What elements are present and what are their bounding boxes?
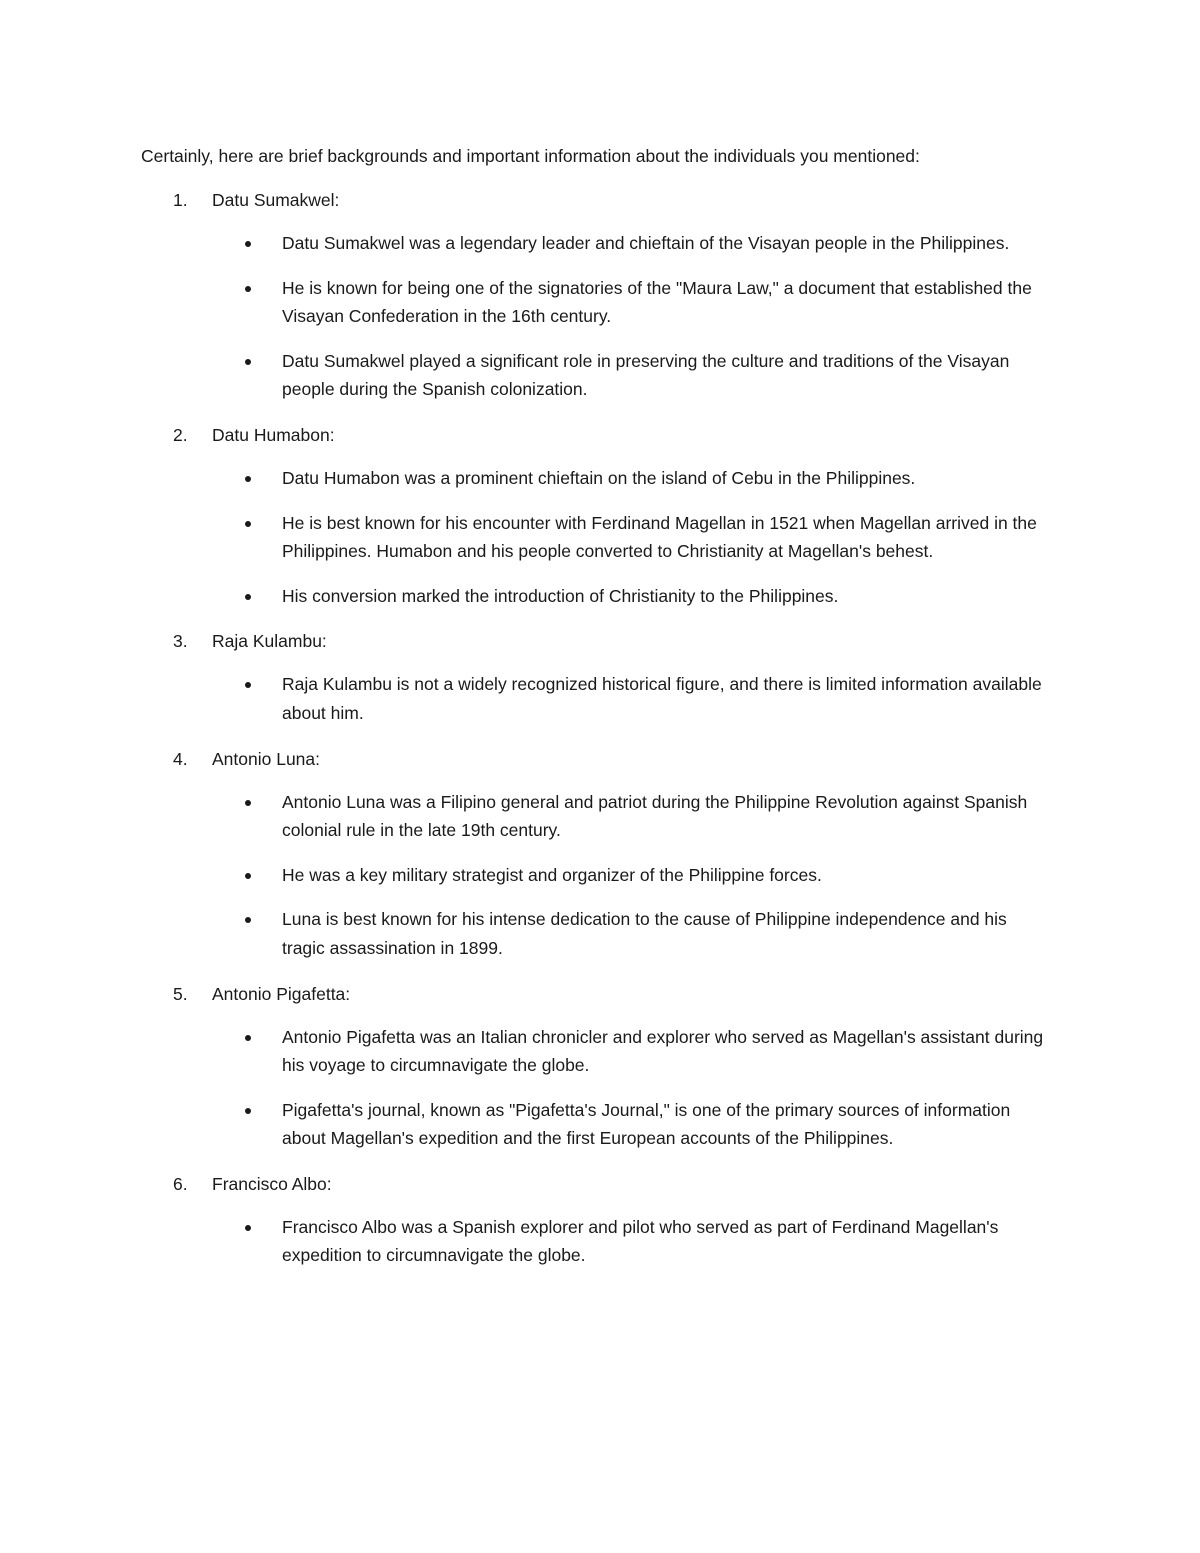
bullet-item [0,229,1200,258]
person-name: Antonio Pigafetta: [212,983,351,1004]
numbered-list [0,186,1200,1287]
person-name: Datu Humabon: [212,424,335,445]
person-name: Francisco Albo: [212,1173,332,1194]
list-item [0,745,1200,963]
bullet-text: Datu Sumakwel played a significant role in preserving the culture and traditions of the Visayan people during the Spanish colonization. [282,350,1010,400]
bullet-text: Pigafetta's journal, known as "Pigafetta's Journal," is one of the primary sources of information about Magellan's expedition and the first European accounts of the Philippines. [282,1099,1011,1149]
list-item [0,980,1200,1153]
bullet-text: Francisco Albo was a Spanish explorer and pilot who served as part of Ferdinand Magellan's expedition to circumnavigate the globe. [282,1216,999,1266]
bullet-text: Antonio Pigafetta was an Italian chronicler and explorer who served as Magellan's assistant during his voyage to circumnavigate the globe. [282,1026,1044,1076]
bullet-list [0,788,1200,963]
bullet-text: Raja Kulambu is not a widely recognized historical figure, and there is limited information available about him. [282,674,1042,723]
list-item-heading [0,421,1200,449]
bullet-dot-icon [245,359,251,365]
bullet-dot-icon [245,873,251,879]
list-item-heading [0,186,1200,214]
bullet-item [0,788,1200,845]
list-item [0,186,1200,404]
person-name: Raja Kulambu: [212,631,327,652]
bullet-list [0,670,1200,727]
bullet-text: Luna is best known for his intense dedication to the cause of Philippine independence and his tragic assassination in 1899. [282,909,1007,958]
bullet-text: Antonio Luna was a Filipino general and patriot during the Philippine Revolution against Spanish colonial rule in the late 19th century. [282,791,1028,841]
bullet-list [0,229,1200,404]
bullet-text: Datu Sumakwel was a legendary leader and chieftain of the Visayan people in the Philippines. [282,233,1010,253]
bullet-item [0,1213,1200,1270]
list-item [0,627,1200,727]
bullet-dot-icon [245,1108,251,1114]
person-name: Antonio Luna: [212,748,321,769]
bullet-item [0,1023,1200,1080]
bullet-text: He is best known for his encounter with Ferdinand Magellan in 1521 when Magellan arrived in the Philippines. Humabon and his people converted to Christianity at Magellan's behest. [282,512,1037,562]
bullet-dot-icon [245,800,251,806]
intro-paragraph: Certainly, here are brief backgrounds and important information about the individuals you mentioned: [141,146,920,166]
list-item-number: 5. [173,983,188,1004]
list-item-heading [0,627,1200,655]
list-item-number: 1. [173,190,188,210]
list-item-number: 6. [173,1173,188,1194]
bullet-item [0,509,1200,566]
list-item [0,421,1200,610]
list-item [0,1170,1200,1270]
bullet-text: He was a key military strategist and organizer of the Philippine forces. [282,864,822,885]
bullet-item [0,670,1200,727]
bullet-dot-icon [245,594,251,600]
bullet-dot-icon [245,286,251,292]
bullet-list [0,1023,1200,1153]
bullet-dot-icon [245,476,251,482]
bullet-dot-icon [245,1035,251,1041]
bullet-item [0,274,1200,331]
bullet-list [0,464,1200,610]
list-item-heading [0,745,1200,773]
bullet-item [0,347,1200,404]
list-item-number: 2. [173,424,188,445]
person-name: Datu Sumakwel: [212,190,340,210]
bullet-item [0,905,1200,962]
list-item-number: 3. [173,631,188,652]
bullet-item [0,1096,1200,1153]
bullet-item [0,582,1200,611]
bullet-text: Datu Humabon was a prominent chieftain on the island of Cebu in the Philippines. [282,467,916,488]
bullet-item [0,861,1200,890]
bullet-dot-icon [245,682,251,688]
bullet-dot-icon [245,241,251,247]
bullet-list [0,1213,1200,1270]
bullet-dot-icon [245,1225,251,1231]
list-item-heading [0,980,1200,1008]
bullet-dot-icon [245,917,251,923]
list-item-heading [0,1170,1200,1198]
bullet-text: He is known for being one of the signatories of the "Maura Law," a document that established the Visayan Confederation in the 16th century. [282,277,1032,327]
bullet-item [0,464,1200,493]
bullet-text: His conversion marked the introduction of Christianity to the Philippines. [282,585,839,606]
list-item-number: 4. [173,748,188,769]
bullet-dot-icon [245,521,251,527]
